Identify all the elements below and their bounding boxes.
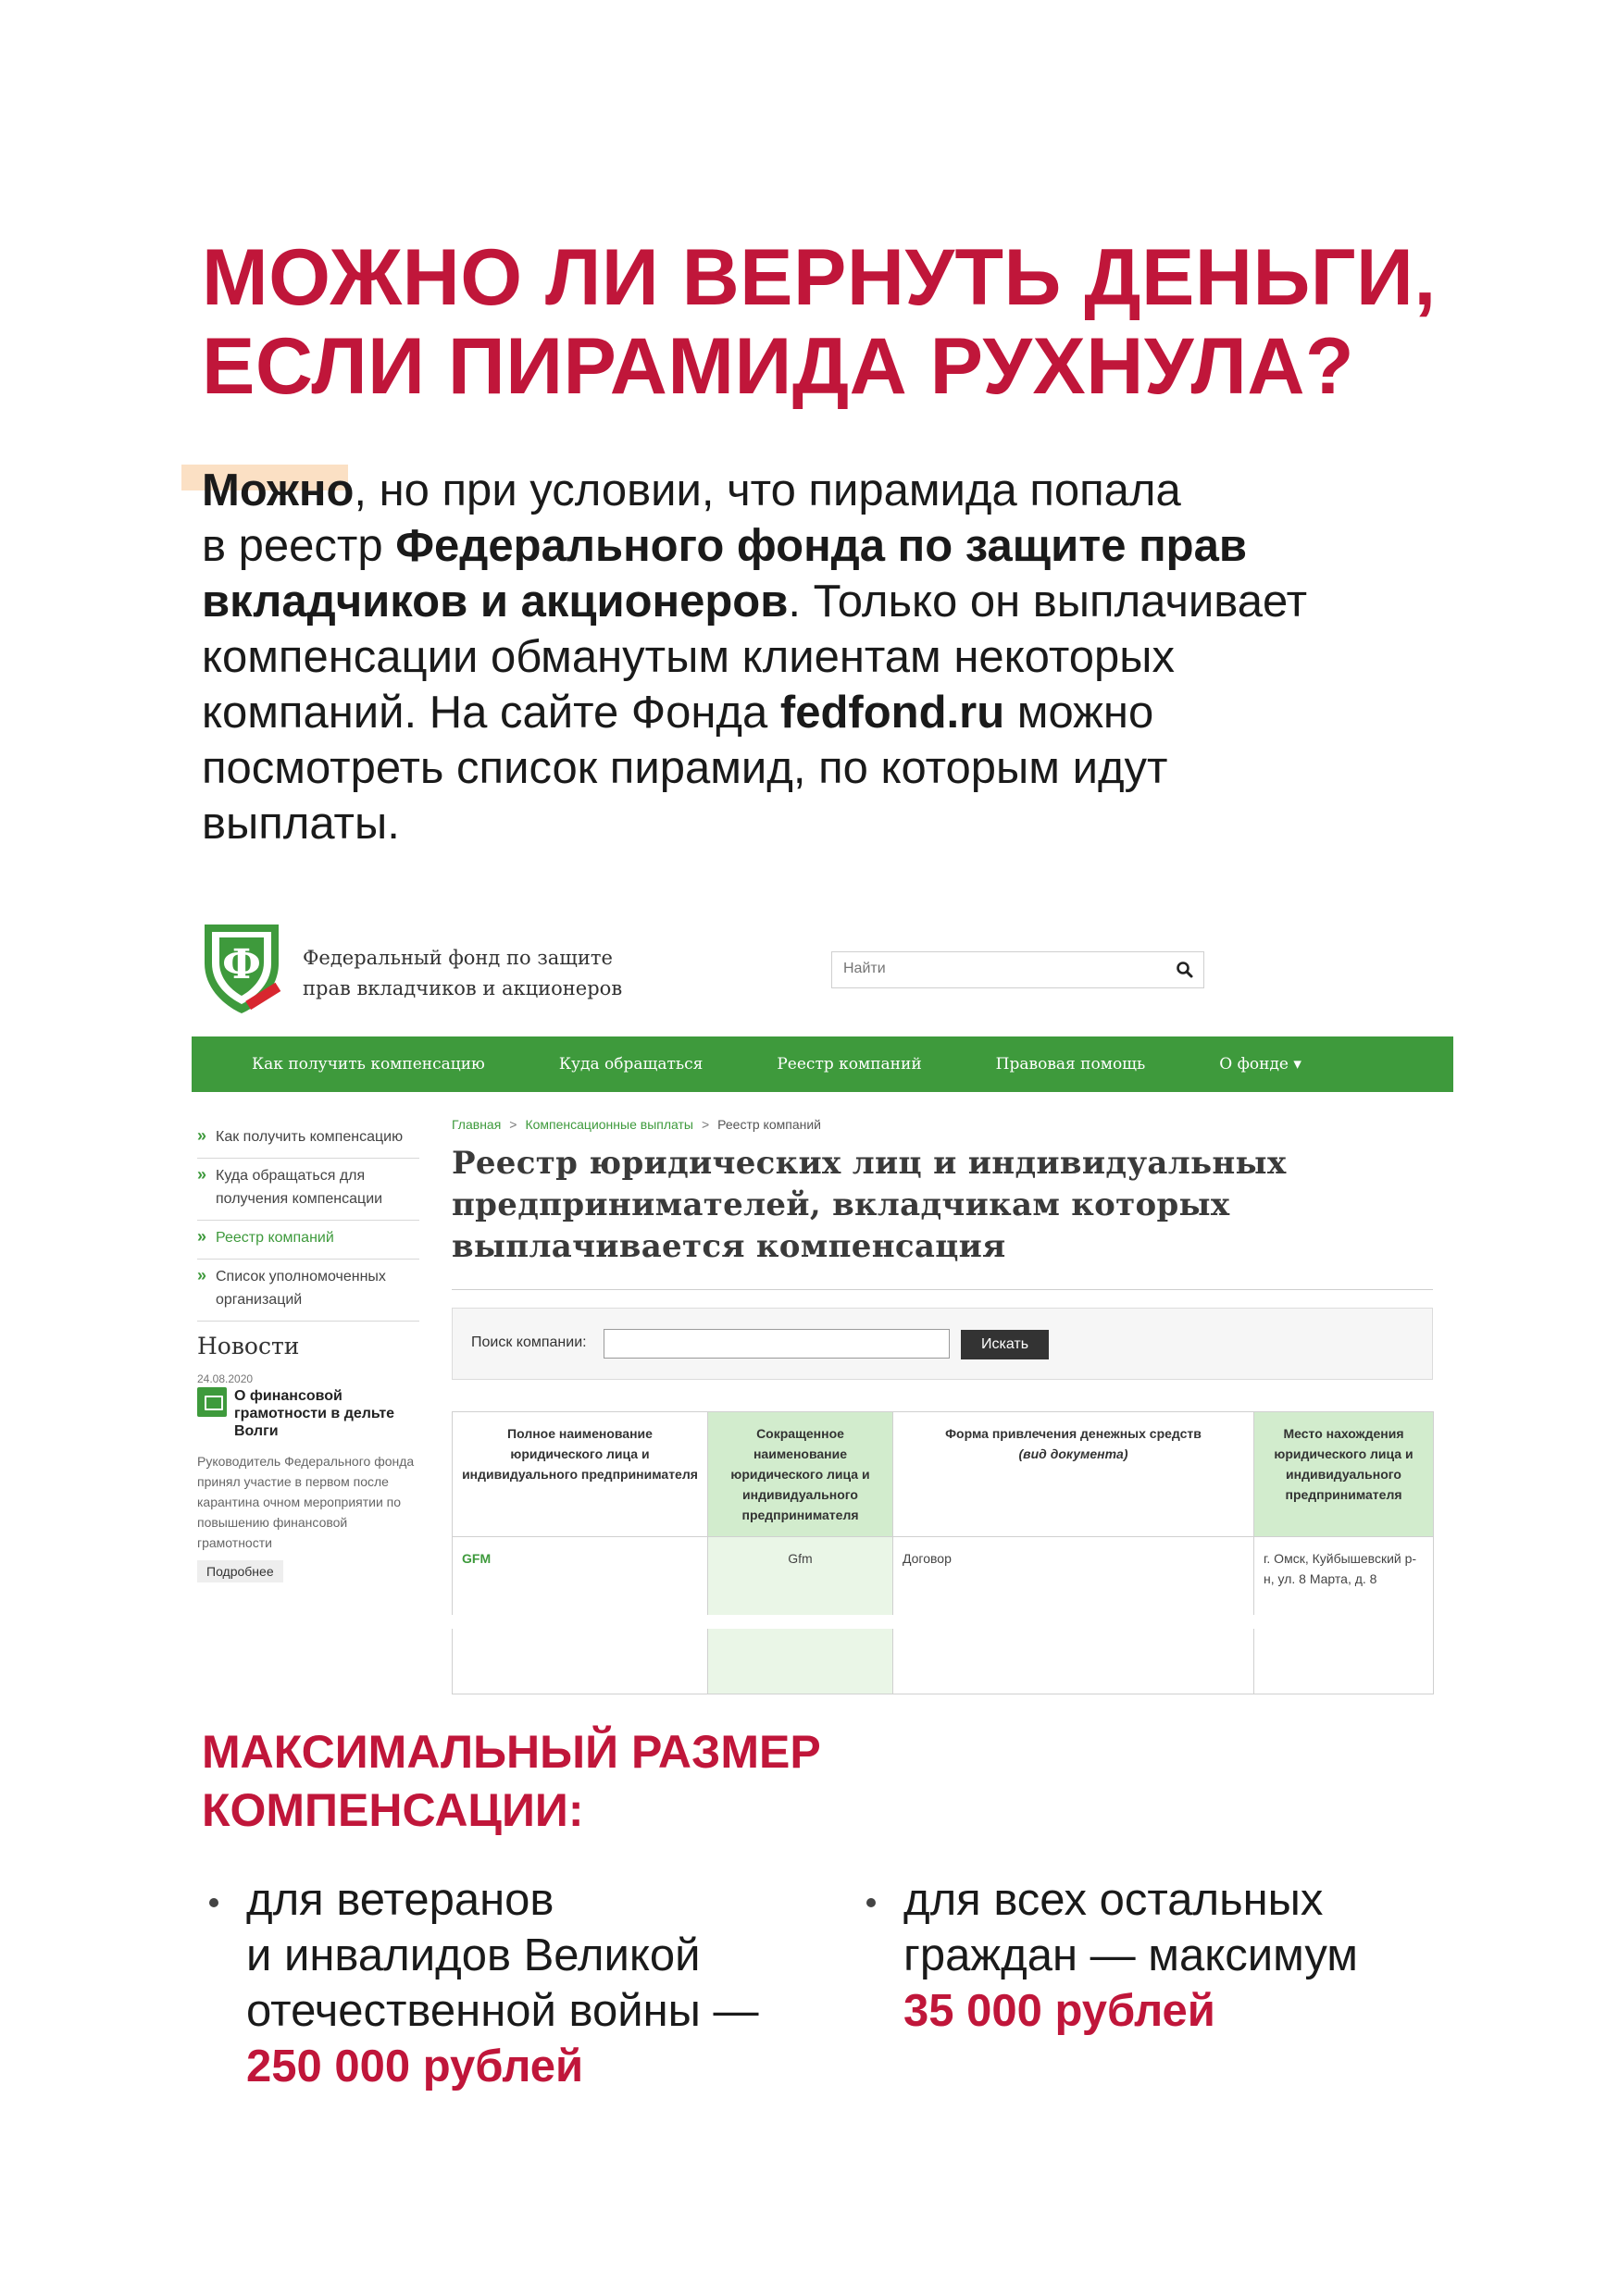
crop-edge [452,1615,1433,1629]
chevron-right-icon: » [197,1126,207,1145]
cell-full-name[interactable]: GFM [453,1537,708,1616]
col-header-form-label: Форма привлечения денежных средств [945,1426,1202,1441]
table-header-row [453,1412,1434,1537]
sidebar [197,1120,419,1582]
intro-text: . Только он выплачивает [788,577,1308,627]
intro-bold-fund: Федерального фонда по защите прав [395,521,1247,571]
headline-line-1: МОЖНО ЛИ ВЕРНУТЬ ДЕНЬГИ, [202,233,1437,322]
bullet-text: граждан — максимум [903,1930,1358,1980]
col-header-full-name: Полное наименование юридического лица и индивидуального предпринимателя [453,1412,708,1537]
sidebar-item-how-to-get[interactable] [197,1120,419,1159]
intro-text: компаний. На сайте Фонда [202,688,780,738]
bullet-dot-icon [209,1898,218,1907]
chevron-right-icon: » [197,1165,207,1184]
headline-line-2: ЕСЛИ ПИРАМИДА РУХНУЛА? [202,322,1355,411]
intro-text: выплаты. [202,799,400,849]
intro-text: компенсации обманутым клиентам некоторых [202,632,1175,682]
news-icon [197,1387,227,1417]
table-row [453,1537,1434,1616]
col-header-short-name: Сокращенное наименование юридического лица и индивидуального предпринимателя [708,1412,893,1537]
fund-logo-icon [197,919,286,1015]
sidebar-item-label: Список уполномоченных организаций [216,1269,386,1308]
fund-name [303,943,691,1004]
bullet-text: для ветеранов [246,1875,554,1925]
max-compensation-title [202,1723,1035,1840]
col-header-form-sub: (вид документа) [1018,1446,1128,1461]
veterans-amount: 250 000 рублей [246,2042,584,2091]
breadcrumb-separator: > [701,1117,710,1132]
intro-paragraph [202,463,1461,851]
news-title: Новости [197,1333,300,1359]
col-header-location: Место нахождения юридического лица и индивидуального предпринимателя [1254,1412,1434,1537]
fund-name-line-1: Федеральный фонд по защите [303,947,613,969]
registry-table [452,1411,1434,1694]
intro-bold-investors: вкладчиков и акционеров [202,577,789,627]
news-text: Руководитель Федерального фонда принял участие в первом после карантина очном мероприятии по повышению финансовой грамотности [197,1454,415,1550]
breadcrumb-separator: > [509,1117,517,1132]
nav-legal-help[interactable]: Правовая помощь [995,1055,1146,1074]
bullet-dot-icon [866,1898,876,1907]
breadcrumb [452,1117,821,1132]
sidebar-item-registry[interactable] [197,1221,419,1260]
sidebar-item-label: Реестр компаний [216,1230,334,1246]
company-search-button[interactable]: Искать [961,1330,1049,1359]
company-search-panel [452,1308,1433,1380]
cell-location: г. Омск, Куйбышевский р-н, ул. 8 Марта, д. 8 [1254,1537,1434,1616]
sidebar-item-label: Как получить компенсацию [216,1129,404,1145]
news-headline[interactable]: О финансовой грамотности в дельте Волги [234,1388,395,1439]
bullet-veterans [246,1872,820,2094]
breadcrumb-current: Реестр компаний [717,1117,821,1132]
news-item [197,1387,419,1440]
max-title-line-2: КОМПЕНСАЦИИ: [202,1784,584,1836]
news-date: 24.08.2020 [197,1372,254,1385]
sidebar-item-label: Куда обращаться для получения компенсации [216,1168,383,1207]
site-search-input[interactable] [832,952,1169,986]
site-search [831,951,1204,988]
intro-bold-site: fedfond.ru [779,688,1005,738]
nav-where-to-apply[interactable]: Куда обращаться [558,1055,704,1074]
nav-how-to-get-compensation[interactable]: Как получить компенсацию [252,1055,485,1074]
nav-company-registry[interactable]: Реестр компаний [777,1055,922,1074]
divider [452,1289,1433,1290]
company-search-label: Поиск компании: [471,1334,587,1350]
bullet-text: для всех остальных [903,1875,1324,1925]
fund-name-line-2: прав вкладчиков и акционеров [303,977,623,999]
intro-text: можно [1004,688,1154,738]
cell-short-name: Gfm [708,1537,893,1616]
page-title: Реестр юридических лиц и индивидуальных предпринимателей, вкладчикам которых выплачивается компенсация [452,1145,1287,1265]
sidebar-item-where-to-apply[interactable] [197,1159,419,1221]
others-amount: 35 000 рублей [903,1986,1215,2036]
chevron-right-icon: » [197,1227,207,1246]
bullet-text: и инвалидов Великой [246,1930,701,1980]
company-search-input[interactable] [604,1329,950,1359]
col-header-form [893,1412,1254,1537]
main-nav [192,1036,1453,1092]
svg-text:Ф: Ф [222,941,261,988]
intro-bold-mozhno: Можно [202,463,354,518]
bullet-text: отечественной войны — [246,1986,759,2036]
breadcrumb-payments[interactable]: Компенсационные выплаты [525,1117,693,1132]
news-more-button[interactable]: Подробнее [197,1560,283,1582]
cell-form: Договор [893,1537,1254,1616]
chevron-right-icon: » [197,1266,207,1285]
website-screenshot [190,912,1453,1629]
bullet-others [903,1872,1477,2039]
fund-logo [197,919,286,1015]
search-icon[interactable] [1176,961,1194,979]
sidebar-item-authorized-orgs[interactable] [197,1260,419,1322]
intro-text: посмотреть список пирамид, по которым идут [202,743,1168,793]
intro-text: , но при условии, что пирамида попала [354,465,1181,515]
breadcrumb-home[interactable]: Главная [452,1117,502,1132]
max-title-line-1: МАКСИМАЛЬНЫЙ РАЗМЕР [202,1726,821,1778]
intro-text: в реестр [202,521,396,571]
nav-about-fund[interactable]: О фонде ▾ [1219,1055,1301,1074]
headline [202,233,1498,411]
